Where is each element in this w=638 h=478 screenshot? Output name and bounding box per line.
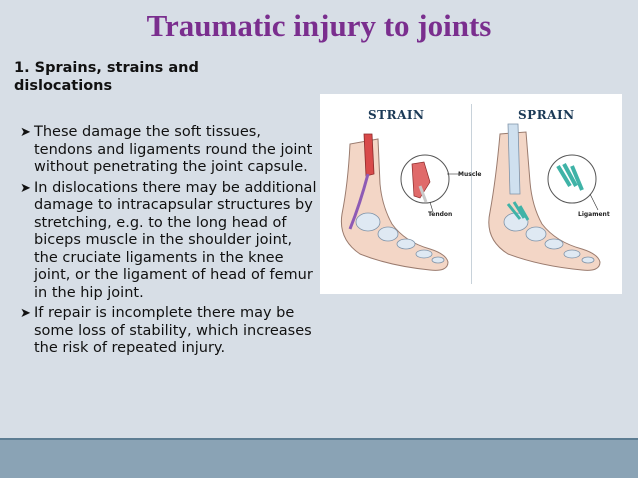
bullet-text: If repair is incomplete there may be some loss of stability, which increases the risk of repeated injury. [34, 305, 312, 356]
bullet-text: In dislocations there may be additional damage to intracapsular structures by stretching, e.g. to the long head of biceps muscle in the shoulder joint, the cruciate ligaments in the knee joint, or the ligament of head of femur in the hip joint. [34, 179, 317, 301]
footer-bar [0, 440, 638, 478]
arrow-bullet-icon: ➤ [20, 306, 31, 321]
strain-sprain-illustration [320, 94, 622, 294]
bullet-item [20, 305, 320, 358]
bullet-item [20, 180, 320, 303]
bullet-text: These damage the soft tissues, tendons and ligaments round the joint without penetrating the joint capsule. [34, 124, 313, 175]
strain-label: STRAIN [368, 108, 425, 122]
sprain-label: SPRAIN [518, 108, 575, 122]
tendon-label: Tendon [428, 211, 453, 218]
arrow-bullet-icon: ➤ [20, 125, 31, 140]
arrow-bullet-icon: ➤ [20, 180, 31, 196]
muscle-label: Muscle [458, 171, 482, 178]
ligament-label: Ligament [578, 211, 610, 218]
bullet-list [20, 124, 320, 361]
section-subheading: 1. Sprains, strains and dislocations [14, 60, 199, 94]
slide-title: Traumatic injury to joints [146, 8, 492, 43]
feet-drawing [320, 94, 622, 294]
bullet-item [20, 124, 320, 177]
